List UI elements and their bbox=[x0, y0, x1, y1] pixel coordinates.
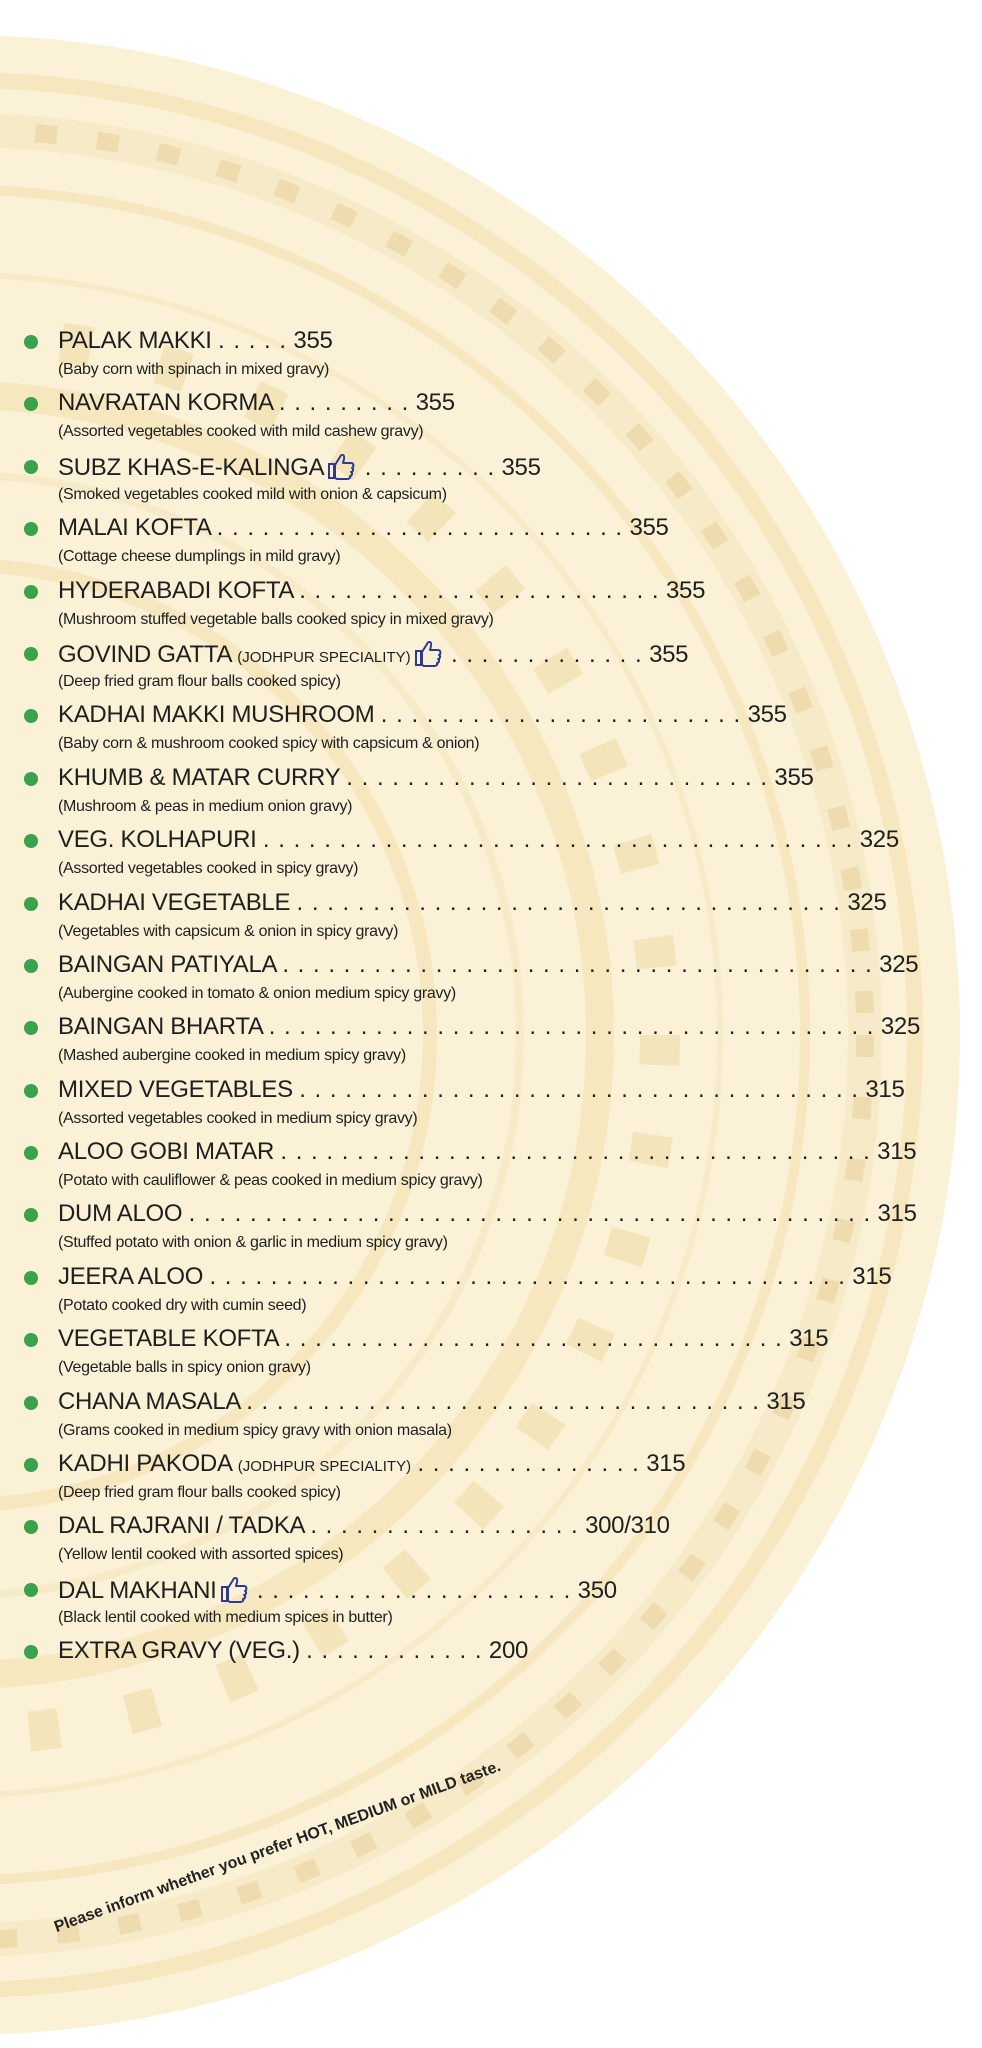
menu-item bbox=[22, 888, 962, 950]
menu-item-name: SUBZ KHAS-E-KALINGA bbox=[58, 453, 325, 481]
menu-item-title-line bbox=[58, 513, 669, 543]
menu-item bbox=[22, 451, 962, 513]
menu-item-name: JEERA ALOO bbox=[58, 1262, 204, 1290]
menu-item-description: (Baby corn & mushroom cooked spicy with capsicum & onion) bbox=[58, 735, 480, 753]
bullet-icon bbox=[24, 959, 38, 973]
menu-item bbox=[22, 1449, 962, 1511]
menu-item-description: (Potato with cauliflower & peas cooked in medium spicy gravy) bbox=[58, 1172, 483, 1190]
menu-item-price: 325 bbox=[880, 1013, 920, 1041]
dot-leader: . . . . . . . . . . . . . . . . . . . . . . . . bbox=[380, 701, 742, 729]
menu-item-price: 325 bbox=[847, 888, 887, 916]
dot-leader: . . . . . . . . . . . . . bbox=[450, 640, 643, 668]
menu-item bbox=[22, 1262, 962, 1324]
menu-item-price: 300/310 bbox=[585, 1512, 670, 1540]
menu-item-description: (Cottage cheese dumplings in mild gravy) bbox=[58, 548, 341, 566]
menu-item-description: (Mushroom & peas in medium onion gravy) bbox=[58, 797, 353, 815]
menu-item-description: (Grams cooked in medium spicy gravy with onion masala) bbox=[58, 1421, 452, 1439]
menu-item-name: DUM ALOO bbox=[58, 1200, 183, 1228]
menu-item-description: (Assorted vegetables cooked in spicy gravy) bbox=[58, 860, 359, 878]
menu-item-title-line bbox=[58, 451, 541, 483]
dot-leader: . . . . . . . . . . . . . . . . . . . . . . . . . . . . . . . . . . . . . . . bbox=[280, 1138, 871, 1166]
menu-item bbox=[22, 326, 962, 388]
taste-preference-note: Please inform whether you prefer HOT, MEDIUM or MILD taste. bbox=[52, 1757, 504, 1936]
thumbs-up-icon bbox=[326, 451, 356, 481]
bullet-icon bbox=[24, 834, 38, 848]
menu-item-title-line bbox=[58, 1449, 685, 1482]
menu-item bbox=[22, 1075, 962, 1137]
bullet-icon bbox=[24, 897, 38, 911]
menu-item bbox=[22, 513, 962, 575]
menu-item-description: (Potato cooked dry with cumin seed) bbox=[58, 1296, 307, 1314]
bullet-icon bbox=[24, 1645, 38, 1659]
dot-leader: . . . . . . . . . . . . . . . . . . . . . . . . . . . . . . . . . . . . bbox=[296, 888, 841, 916]
menu-item bbox=[22, 825, 962, 887]
menu-item-price: 315 bbox=[646, 1450, 686, 1478]
menu-item-price: 315 bbox=[877, 1138, 917, 1166]
menu-item-title-line bbox=[58, 1636, 528, 1666]
menu-item-name: KHUMB & MATAR CURRY bbox=[58, 763, 340, 791]
menu-item-name: VEG. KOLHAPURI bbox=[58, 826, 257, 854]
menu-item-name: KADHAI VEGETABLE bbox=[58, 888, 291, 916]
menu-item-title-line bbox=[58, 1511, 670, 1541]
dot-leader: . . . . . . . . . . . . . . . . . . . . . . . . . . . . . . . . . . . . . . . . . . . . . bbox=[188, 1200, 872, 1228]
menu-item-description: (Smoked vegetables cooked mild with onion & capsicum) bbox=[58, 485, 447, 503]
menu-item bbox=[22, 1137, 962, 1199]
menu-item bbox=[22, 1636, 962, 1698]
thumbs-up-icon bbox=[413, 638, 443, 668]
menu-item-title-line bbox=[58, 326, 333, 356]
menu-item bbox=[22, 1387, 962, 1449]
menu-item-price: 325 bbox=[879, 950, 919, 978]
dot-leader: . . . . . . . . . . . . . . . . . . . . . . . . . . . . . . . . . . . . . . . bbox=[262, 826, 854, 854]
menu-item-title-line bbox=[58, 700, 787, 730]
menu-item-name: CHANA MASALA bbox=[58, 1387, 240, 1415]
dot-leader: . . . . . . . . . bbox=[364, 453, 496, 481]
menu-item-description: (Mashed aubergine cooked in medium spicy gravy) bbox=[58, 1047, 406, 1065]
menu-item-description: (Black lentil cooked with medium spices in butter) bbox=[58, 1608, 393, 1626]
bullet-icon bbox=[24, 1208, 38, 1222]
bullet-icon bbox=[24, 397, 38, 411]
menu-item-description: (Mushroom stuffed vegetable balls cooked spicy in mixed gravy) bbox=[58, 610, 494, 628]
bullet-icon bbox=[24, 335, 38, 349]
menu-item-name: DAL MAKHANI bbox=[58, 1576, 217, 1604]
menu-item-name: VEGETABLE KOFTA bbox=[58, 1325, 279, 1353]
menu-item-name: BAINGAN BHARTA bbox=[58, 1013, 263, 1041]
menu-item-description: (Vegetables with capsicum & onion in spicy gravy) bbox=[58, 922, 399, 940]
menu-item-description: (Yellow lentil cooked with assorted spices) bbox=[58, 1546, 344, 1564]
menu-item-title-line bbox=[58, 950, 918, 980]
menu-item-price: 350 bbox=[577, 1576, 617, 1604]
menu-item-name: EXTRA GRAVY (VEG.) bbox=[58, 1637, 300, 1665]
menu-item-title-line bbox=[58, 576, 705, 606]
dot-leader: . . . . . bbox=[218, 327, 288, 354]
menu-item-description: (Assorted vegetables cooked in medium spicy gravy) bbox=[58, 1109, 418, 1127]
menu-list bbox=[22, 326, 962, 1699]
bullet-icon bbox=[24, 1271, 38, 1285]
menu-item-price: 355 bbox=[629, 514, 669, 542]
dot-leader: . . . . . . . . . . . . . . . . . . bbox=[310, 1512, 579, 1540]
dot-leader: . . . . . . . . . . . . . . . . . . . . . . . . . . . bbox=[216, 514, 624, 542]
menu-item-description: (Deep fried gram flour balls cooked spicy) bbox=[58, 672, 341, 690]
menu-item-price: 315 bbox=[877, 1200, 917, 1228]
menu-item bbox=[22, 1324, 962, 1386]
menu-item-title-line bbox=[58, 888, 887, 918]
bullet-icon bbox=[24, 709, 38, 723]
bullet-icon bbox=[24, 1084, 38, 1098]
menu-item-price: 355 bbox=[665, 576, 706, 604]
bullet-icon bbox=[24, 1458, 38, 1472]
menu-item-name: NAVRATAN KORMA bbox=[58, 389, 273, 417]
dot-leader: . . . . . . . . . . . . . . . . . . . . . bbox=[256, 1576, 572, 1604]
menu-item-name: DAL RAJRANI / TADKA bbox=[58, 1512, 304, 1540]
menu-item-price: 355 bbox=[747, 701, 787, 729]
menu-item-name: PALAK MAKKI bbox=[58, 327, 212, 354]
menu-item-title-line bbox=[58, 1199, 917, 1229]
menu-item-price: 315 bbox=[766, 1387, 806, 1415]
menu-item-description: (Assorted vegetables cooked with mild cashew gravy) bbox=[58, 423, 424, 441]
dot-leader: . . . . . . . . . . . . . . . bbox=[417, 1450, 640, 1478]
menu-item-price: 355 bbox=[501, 453, 541, 481]
dot-leader: . . . . . . . . . . . . . . . . . . . . . . . . . . . . . . . . . bbox=[284, 1325, 783, 1353]
bullet-icon bbox=[24, 585, 38, 599]
bullet-icon bbox=[24, 772, 38, 786]
bullet-icon bbox=[24, 460, 38, 474]
menu-item-price: 315 bbox=[852, 1262, 892, 1290]
menu-item-title-line bbox=[58, 763, 814, 793]
menu-item-description: (Vegetable balls in spicy onion gravy) bbox=[58, 1359, 311, 1377]
menu-item bbox=[22, 1199, 962, 1261]
bullet-icon bbox=[24, 1021, 38, 1035]
bullet-icon bbox=[24, 1396, 38, 1410]
menu-item-name: GOVIND GATTA bbox=[58, 640, 231, 668]
menu-item bbox=[22, 763, 962, 825]
menu-item-price: 315 bbox=[789, 1325, 829, 1353]
dot-leader: . . . . . . . . . . . . . . . . . . . . . . . . . . . . . . . . . . . . . . . . . . bbox=[209, 1262, 846, 1290]
thumbs-up-icon bbox=[219, 1574, 249, 1604]
menu-item bbox=[22, 1012, 962, 1074]
bullet-icon bbox=[24, 1146, 38, 1160]
bullet-icon bbox=[24, 1520, 38, 1534]
dot-leader: . . . . . . . . . . . . . . . . . . . . . . . . . . . . . . . . . . . . . bbox=[299, 1075, 859, 1103]
menu-item-title-line bbox=[58, 1324, 828, 1354]
dot-leader: . . . . . . . . . . . . . . . . . . . . . . . . . . . . bbox=[346, 763, 769, 791]
menu-item-note: (JODHPUR SPECIALITY) bbox=[237, 648, 411, 666]
menu-item bbox=[22, 388, 962, 450]
dot-leader: . . . . . . . . . bbox=[278, 389, 410, 417]
menu-item bbox=[22, 576, 962, 638]
menu-item-description: (Baby corn with spinach in mixed gravy) bbox=[58, 361, 330, 378]
menu-item-name: BAINGAN PATIYALA bbox=[58, 950, 276, 978]
menu-item-title-line bbox=[58, 388, 455, 418]
menu-item-description: (Aubergine cooked in tomato & onion medium spicy gravy) bbox=[58, 984, 456, 1002]
menu-item-title-line bbox=[58, 638, 688, 673]
dot-leader: . . . . . . . . . . . . . . . . . . . . . . . . . . . . . . . . . . . . . . . bbox=[282, 950, 873, 978]
menu-item-name: MALAI KOFTA bbox=[58, 514, 211, 542]
dot-leader: . . . . . . . . . . . . . . . . . . . . . . . . . . . . . . . . . . bbox=[246, 1387, 760, 1415]
menu-item-note: (JODHPUR SPECIALITY) bbox=[237, 1458, 412, 1476]
menu-item bbox=[22, 1511, 962, 1573]
bullet-icon bbox=[24, 1333, 38, 1347]
bullet-icon bbox=[24, 522, 38, 536]
menu-item-title-line bbox=[58, 1137, 916, 1167]
menu-item bbox=[22, 1574, 962, 1636]
menu-item-title-line bbox=[58, 1574, 617, 1606]
menu-item bbox=[22, 950, 962, 1012]
menu-item-price: 315 bbox=[865, 1075, 905, 1103]
menu-item-name: HYDERABADI KOFTA bbox=[58, 576, 293, 604]
menu-item-title-line bbox=[58, 1387, 805, 1417]
menu-item-title-line bbox=[58, 1012, 920, 1042]
dot-leader: . . . . . . . . . . . . bbox=[306, 1637, 483, 1665]
menu-item bbox=[22, 638, 962, 700]
menu-item-price: 355 bbox=[774, 763, 814, 791]
menu-item-name: ALOO GOBI MATAR bbox=[58, 1138, 274, 1166]
dot-leader: . . . . . . . . . . . . . . . . . . . . . . . . . . . . . . . . . . . . . . . . bbox=[268, 1013, 875, 1041]
menu-item-title-line bbox=[58, 825, 899, 855]
menu-item-name: KADHAI MAKKI MUSHROOM bbox=[58, 701, 375, 729]
menu-item-price: 355 bbox=[415, 389, 455, 417]
bullet-icon bbox=[24, 647, 38, 661]
menu-item-title-line bbox=[58, 1262, 891, 1292]
menu-item-name: KADHI PAKODA bbox=[58, 1450, 232, 1478]
menu-item-name: MIXED VEGETABLES bbox=[58, 1075, 293, 1103]
menu-item-price: 355 bbox=[293, 327, 333, 354]
menu-item-price: 325 bbox=[859, 826, 899, 854]
menu-item-description: (Deep fried gram flour balls cooked spicy) bbox=[58, 1484, 341, 1502]
menu-item-price: 200 bbox=[488, 1637, 529, 1665]
dot-leader: . . . . . . . . . . . . . . . . . . . . . . . . bbox=[299, 576, 660, 604]
menu-item-title-line bbox=[58, 1075, 905, 1105]
bullet-icon bbox=[24, 1583, 38, 1597]
menu-item-description: (Stuffed potato with onion & garlic in medium spicy gravy) bbox=[58, 1234, 448, 1252]
menu-item-price: 355 bbox=[649, 640, 689, 668]
menu-item bbox=[22, 700, 962, 762]
